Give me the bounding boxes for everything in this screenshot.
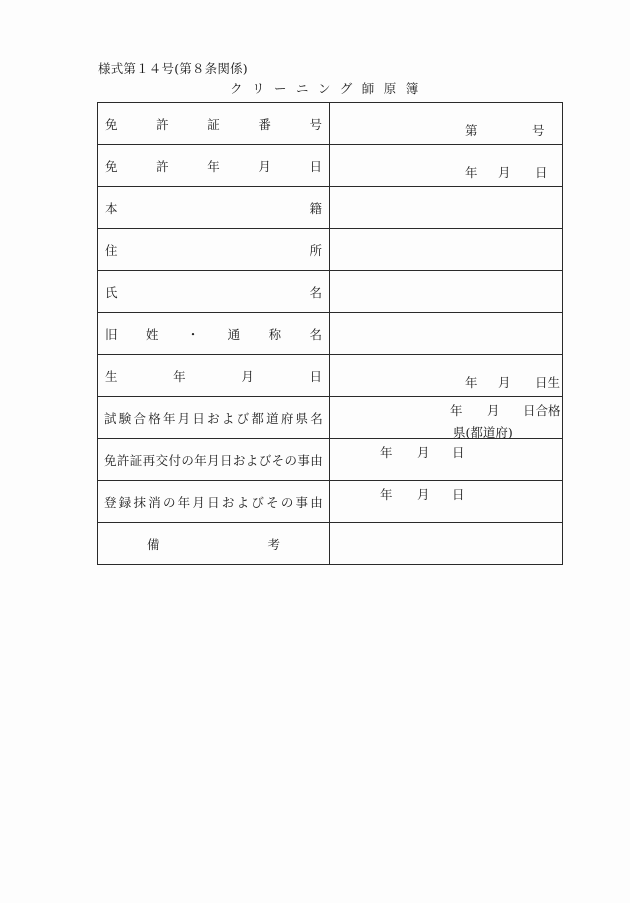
reissue-value-text: 年: [380, 445, 393, 460]
exam-pass-value-cell[interactable]: [330, 397, 563, 439]
exam-pass-label: 試 験 合 格 年 月 日 お よ び 都 道 府 県 名: [104, 410, 323, 426]
row-license-number: [98, 103, 563, 145]
license-date-value-text: 日: [535, 165, 548, 180]
reissue-value-cell[interactable]: [330, 439, 563, 481]
birth-date-value-text: 月: [498, 375, 511, 390]
name-label: 氏 名: [105, 284, 322, 300]
former-name-label: 旧 姓 ・ 通 称 名: [105, 326, 322, 342]
permanent-domicile-value-cell[interactable]: [330, 187, 563, 229]
row-birth-date: [98, 355, 563, 397]
row-permanent-domicile: [98, 187, 563, 229]
row-reissue: [98, 439, 563, 481]
registration-deletion-label-cell: [98, 481, 330, 523]
row-license-date: [98, 145, 563, 187]
register-table: [97, 102, 563, 565]
registration-deletion-label: 登 録 抹 消 の 年 月 日 お よ び そ の 事 由: [104, 494, 323, 510]
exam-pass-value-text: 年: [450, 403, 463, 418]
permanent-domicile-label: 本 籍: [105, 200, 322, 216]
row-exam-pass: [98, 397, 563, 439]
exam-pass-value-text: 県(都道府): [453, 425, 513, 440]
address-label-cell: [98, 229, 330, 271]
registration-deletion-value-text: 月: [417, 487, 430, 502]
exam-pass-value-text: 月: [487, 403, 500, 418]
registration-deletion-value-text: 日: [452, 487, 465, 502]
license-number-value-text: 第: [465, 123, 478, 138]
license-number-value-cell[interactable]: [330, 103, 563, 145]
name-label-cell: [98, 271, 330, 313]
license-date-value-cell[interactable]: [330, 145, 563, 187]
license-number-label-cell: [98, 103, 330, 145]
birth-date-value-text: 年: [465, 375, 478, 390]
license-date-label: 免 許 年 月 日: [105, 158, 322, 174]
reissue-label-cell: [98, 439, 330, 481]
former-name-value-cell[interactable]: [330, 313, 563, 355]
row-address: [98, 229, 563, 271]
reissue-label: 免 許 証 再 交 付 の 年 月 日 お よ び そ の 事 由: [104, 452, 323, 468]
remarks-label-cell: [98, 523, 330, 565]
address-value-cell[interactable]: [330, 229, 563, 271]
registration-deletion-value-text: 年: [380, 487, 393, 502]
license-date-value-text: 月: [498, 165, 511, 180]
row-remarks: [98, 523, 563, 565]
form-number: 様式第１４号(第８条関係): [98, 61, 248, 76]
remarks-value-cell[interactable]: [330, 523, 563, 565]
remarks-label: 備 考: [147, 536, 280, 552]
license-number-label: 免 許 証 番 号: [105, 116, 322, 132]
exam-pass-label-cell: [98, 397, 330, 439]
row-registration-deletion: [98, 481, 563, 523]
row-former-name: [98, 313, 563, 355]
address-label: 住 所: [105, 242, 322, 258]
reissue-value-text: 日: [452, 445, 465, 460]
birth-date-value-cell[interactable]: [330, 355, 563, 397]
birth-date-label: 生 年 月 日: [105, 368, 322, 384]
former-name-label-cell: [98, 313, 330, 355]
license-date-value-text: 年: [465, 165, 478, 180]
page-title: クリーニング師原簿: [230, 81, 428, 96]
row-name: [98, 271, 563, 313]
birth-date-label-cell: [98, 355, 330, 397]
registration-deletion-value-cell[interactable]: [330, 481, 563, 523]
reissue-value-text: 月: [417, 445, 430, 460]
exam-pass-value-text: 日合格: [523, 403, 561, 418]
license-number-value-text: 号: [532, 123, 545, 138]
name-value-cell[interactable]: [330, 271, 563, 313]
permanent-domicile-label-cell: [98, 187, 330, 229]
birth-date-value-text: 日生: [535, 375, 561, 390]
license-date-label-cell: [98, 145, 330, 187]
